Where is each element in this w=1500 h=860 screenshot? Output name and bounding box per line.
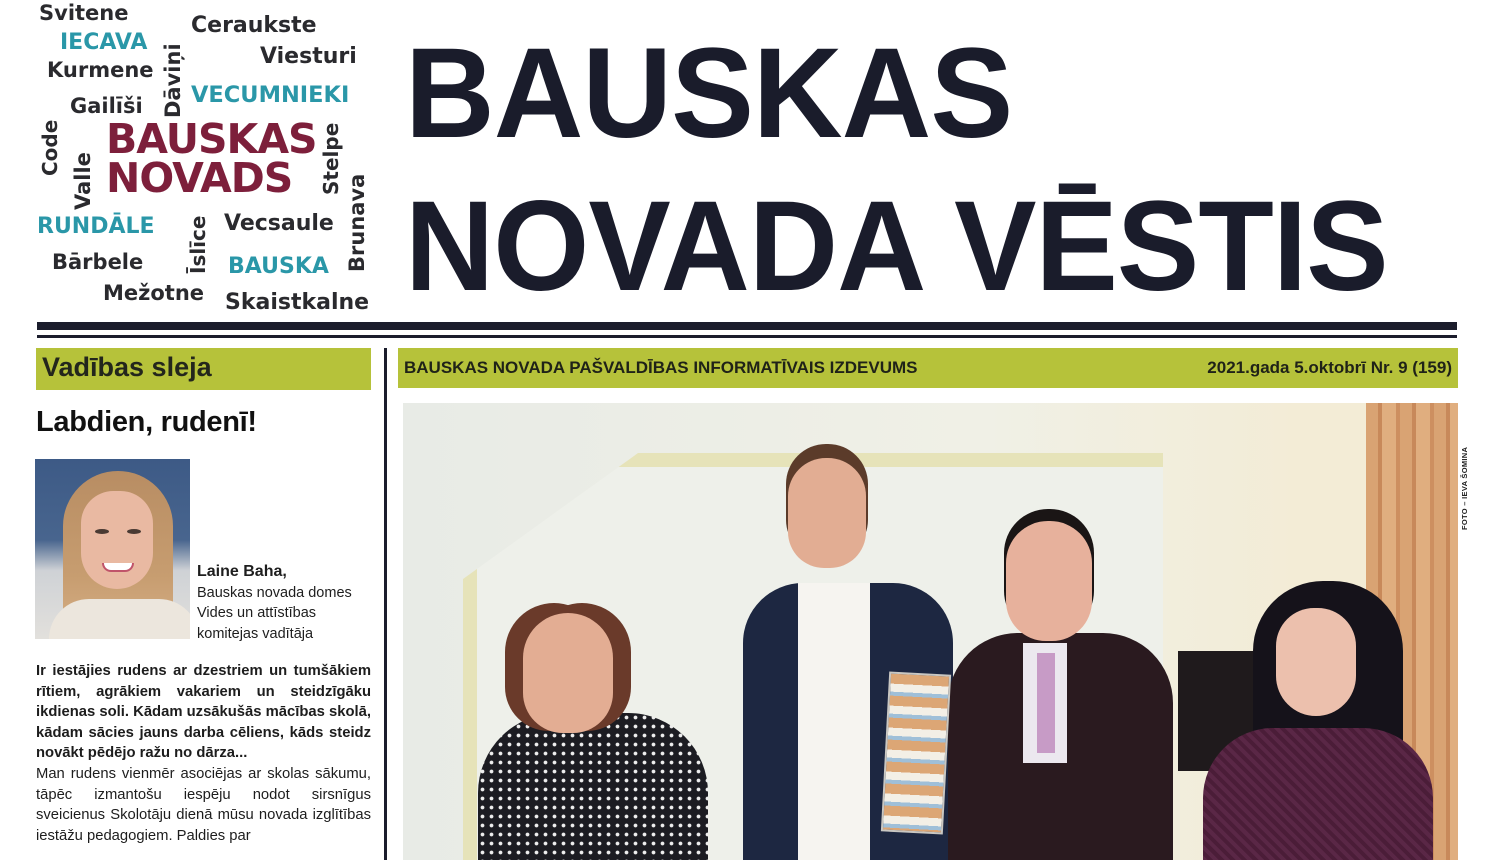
article-paragraph: Man rudens vienmēr asociējas ar skolas sākumu, tāpēc izmantošu iespēju nodot sirsnīgus sveicienus Skolotāju dienā mūsu novada izglītības iestāžu pedagogiem. Paldies par xyxy=(36,765,371,844)
author-name: Laine Baha, xyxy=(197,563,287,580)
photo-credit: FOTO – IEVA ŠOMINA xyxy=(1460,446,1469,530)
author-byline xyxy=(197,562,377,644)
cloud-word: Īslīce xyxy=(186,215,210,274)
cloud-word: VECUMNIEKI xyxy=(191,82,350,108)
cloud-word: Kurmene xyxy=(47,58,154,82)
masthead-line-1: BAUSKAS xyxy=(405,22,1013,165)
cloud-word: Svitene xyxy=(39,1,129,25)
cloud-word: Stelpe xyxy=(319,122,343,195)
author-title: komitejas vadītāja xyxy=(197,625,314,642)
cloud-word: Code xyxy=(38,119,62,176)
author-portrait xyxy=(35,459,190,639)
cloud-word: Viesturi xyxy=(260,44,357,69)
issue-info-bar xyxy=(398,348,1458,388)
word-cloud-logo xyxy=(0,0,380,320)
masthead-rule-thick xyxy=(37,322,1457,330)
cloud-word: Valle xyxy=(71,152,95,210)
cloud-word: Gailīši xyxy=(70,94,143,118)
cloud-word: Bārbele xyxy=(52,250,144,274)
cloud-word: Skaistkalne xyxy=(225,290,370,315)
masthead-rule-thin xyxy=(37,335,1457,338)
cloud-word: Vecsaule xyxy=(224,211,334,236)
article-lead: Ir iestājies rudens ar dzestriem un tumšākiem rītiem, agrākiem vakariem un steidzīgāku ikdienas soli. Kādam uzsākušās mācības skolā, kādam sācies jauns darba cēliens, kāds steidz novākt pēdējo ražu no dārza... xyxy=(36,663,371,762)
author-title: Vides un attīstības xyxy=(197,605,317,621)
cloud-word: Brunava xyxy=(345,173,369,272)
cloud-word: BAUSKAS xyxy=(106,115,317,163)
cloud-word: BAUSKA xyxy=(228,254,329,279)
award-trophy xyxy=(881,671,951,834)
author-title: Bauskas novada domes xyxy=(197,584,352,601)
cloud-word: NOVADS xyxy=(106,154,293,202)
cloud-word: Mežotne xyxy=(103,281,205,305)
section-label: Vadības sleja xyxy=(36,348,371,390)
article-headline: Labdien, rudenī! xyxy=(36,406,257,438)
masthead-line-2: NOVADA VĒSTIS xyxy=(405,175,1388,318)
cloud-word: RUNDĀLE xyxy=(37,214,155,239)
cloud-word: Ceraukste xyxy=(191,13,317,38)
article-body xyxy=(36,661,371,846)
cloud-word: IECAVA xyxy=(60,30,148,55)
publisher-label: BAUSKAS NOVADA PAŠVALDĪBAS INFORMATĪVAIS IZDEVUMS xyxy=(404,358,918,377)
cloud-word: Dāviņi xyxy=(161,43,185,118)
column-divider xyxy=(384,348,387,860)
issue-date-number: 2021.gada 5.oktobrī Nr. 9 (159) xyxy=(1207,358,1452,377)
front-page-photo xyxy=(403,403,1458,860)
